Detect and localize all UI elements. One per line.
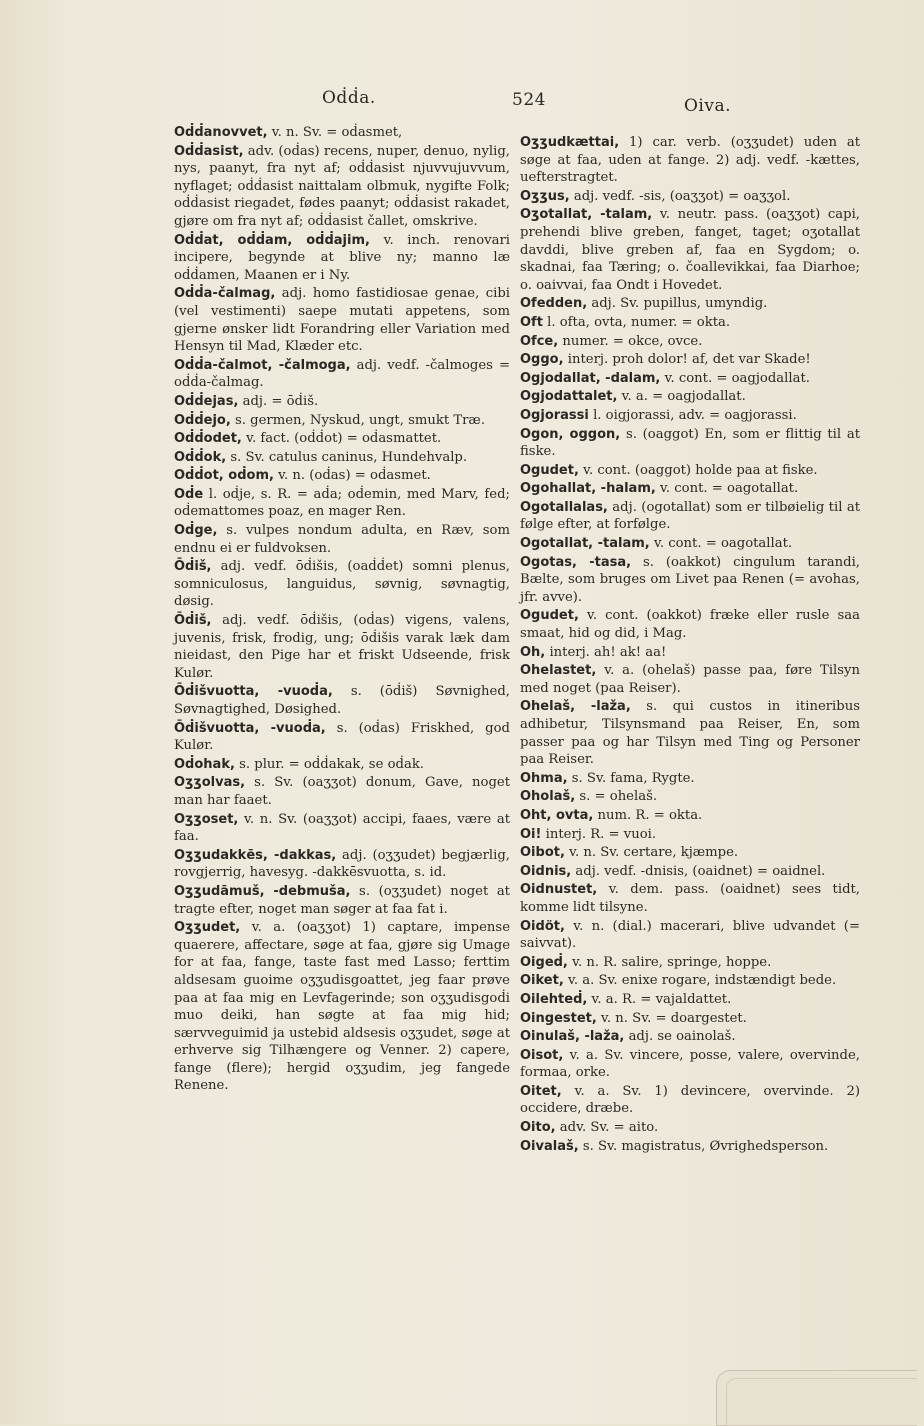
headword: Oḋḋodet, (174, 431, 242, 447)
dictionary-entry (520, 918, 860, 953)
entry-definition: s. Sv. magistratus, Øvrighedsperson. (582, 1138, 829, 1154)
dictionary-entry (174, 919, 510, 1095)
entry-definition: s. qui custos in itineribus adhibetur, Tilsynsmand paa Reiser, En, som passer paa og har Tilsyn med Ting og Personer paa Reiser. (520, 699, 860, 768)
dictionary-entry (520, 535, 860, 553)
entry-definition: v. cont. = oagotallat. (660, 481, 799, 497)
entry-definition: v. n. (dial.) macerari, blive udvandet (= saivvat). (520, 918, 860, 952)
headword: Oḋḋot, oḋom, (174, 468, 274, 484)
headword: Oitet, (520, 1083, 562, 1099)
headword: Oivalaš, (520, 1138, 579, 1154)
dictionary-entry (520, 807, 860, 825)
headword: Ohelaš, -laža, (520, 699, 631, 715)
dictionary-entry (520, 1119, 860, 1137)
entry-definition: adj. (oʒʒudet) begjærlig, rovgjerrig, havesyg. -dakkēsvuotta, s. id. (174, 847, 510, 881)
entry-definition: v. n. Sv. (oaʒʒot) accipi, faaes, være at faa. (174, 811, 510, 845)
headword: Oḋe (174, 486, 204, 502)
entry-definition: adj. vedf. ōḋišis, (oaḋḋet) somni plenus, somniculosus, languidus, søvnig, søvnagtig, døsig. (174, 559, 510, 610)
entry-definition: num. R. = okta. (597, 807, 703, 823)
dictionary-entry (520, 351, 860, 369)
headword: Ogon, oggon, (520, 426, 621, 442)
dictionary-entry (520, 770, 860, 788)
dictionary-entry (520, 972, 860, 990)
dictionary-entry (520, 826, 860, 844)
dictionary-entry (174, 883, 510, 918)
entry-definition: s. Sv. (oaʒʒot) donum, Gave, noget man har faaet. (174, 775, 510, 808)
entry-definition: v. cont. (oaggot) holde paa at fiske. (583, 462, 818, 478)
headword: Oḋḋat, oḋḋam, oḋḋajim, (174, 232, 370, 248)
entry-definition: adj. vedf. -dnisis, (oaidnet) = oaidnel. (575, 863, 826, 879)
running-head-right: Oiva. (684, 96, 732, 116)
entry-definition: v. a. Sv. vincere, posse, valere, overvinde, formaa, orke. (520, 1047, 860, 1081)
entry-definition: interj. proh dolor! af, det var Skade! (567, 352, 811, 368)
dictionary-entry (520, 954, 860, 972)
headword: Oidöt, (520, 918, 565, 934)
entry-definition: s. (oakkot) cingulum tarandi, Bælte, som bruges om Livet paa Renen (= avohas, jfr. avve). (520, 554, 860, 605)
headword: Oggo, (520, 352, 564, 368)
headword: Oholaš, (520, 789, 576, 805)
dictionary-entry (520, 844, 860, 862)
dictionary-entry (174, 124, 510, 142)
entry-definition: adv. Sv. = aito. (559, 1120, 659, 1136)
entry-definition: v. a. = oagjodallat. (621, 389, 746, 405)
dictionary-entry (520, 333, 860, 351)
dictionary-entry (520, 134, 860, 187)
dictionary-entry (174, 558, 510, 611)
entry-definition: v. fact. (oḋḋot) = oḋasmattet. (246, 431, 442, 447)
dictionary-entry (174, 430, 510, 448)
dictionary-entry (520, 462, 860, 480)
entry-definition: adj. (ogotallat) som er tilbøielig til at følge efter, at forfølge. (520, 499, 860, 533)
entry-definition: interj. R. = vuoi. (545, 826, 657, 842)
headword: Oingestet, (520, 1010, 597, 1026)
headword: Ōḋiš, (174, 613, 212, 629)
dictionary-entry (520, 554, 860, 607)
dictionary-entry (520, 1083, 860, 1118)
entry-definition: adj. se oainolaš. (628, 1029, 736, 1045)
headword: Oi! (520, 826, 542, 842)
entry-definition: adv. (oḋas) recens, nuper, denuo, nylig, nys, paanyt, fra nyt af; oḋḋasist njuvvujuvvum, nyflaget; oḋḋasist naittalam olbmuk, nygifte Folk; oḋḋasist riegadet, fødes paanyt; oḋḋasist rakadet, gjøre om fra nyt af; oḋḋasist čallet, omskrive. (174, 143, 510, 229)
entry-definition: v. neutr. pass. (oaʒʒot) capi, prehendi blive greben, fanget, taget; oʒotallat davddi, blive greben af, faa en Sygdom; o. skadnai, faa Tæring; o. čoallevikkai, faa Diarhoe; o. oaivvai, faa Ondt i Hovedet. (520, 207, 860, 293)
headword: Oḋge, (174, 523, 218, 539)
entry-definition: v. a. Sv. 1) devincere, overvinde. 2) occidere, dræbe. (520, 1083, 860, 1117)
entry-definition: v. dem. pass. (oaidnet) sees tidt, komme lidt tilsyne. (520, 882, 860, 915)
dictionary-entry (174, 756, 510, 774)
headword: Ogotallat, -talam, (520, 536, 650, 552)
headword: Ogjorassi (520, 407, 589, 423)
headword: Oh, (520, 644, 546, 660)
dictionary-entry (520, 607, 860, 642)
headword: Ohelastet, (520, 663, 597, 679)
dictionary-entry (520, 1010, 860, 1028)
entry-definition: s. (oaggot) En, som er flittig til at fiske. (520, 426, 860, 460)
headword: Ōḋišvuotta, -vuoḋa, (174, 720, 326, 736)
headword: Oigeḋ, (520, 954, 568, 970)
entry-definition: s. Sv. catulus caninus, Hundehvalp. (230, 449, 468, 465)
dictionary-entry (174, 811, 510, 846)
headword: Oḋḋa-čalmag, (174, 286, 276, 302)
entry-definition: v. n. Sv. = doargestet. (601, 1010, 747, 1026)
headword: Ōḋišvuotta, -vuoḋa, (174, 684, 333, 700)
entry-definition: adj. = ōḋiš. (242, 393, 319, 409)
headword: Oḋohak, (174, 756, 235, 772)
headword: Oḋḋejas, (174, 393, 239, 409)
dictionary-entry (174, 847, 510, 882)
dictionary-entry (520, 881, 860, 916)
headword: Ohma, (520, 770, 568, 786)
entry-definition: v. a. R. = vajaldattet. (591, 991, 732, 1007)
entry-definition: v. a. Sv. enixe rogare, indstændigt bede. (567, 973, 837, 989)
headword: Oilehteḋ, (520, 991, 588, 1007)
headword: Oito, (520, 1120, 556, 1136)
entry-definition: v. cont. = oagjodallat. (664, 370, 810, 386)
entry-definition: s. vulpes nondum adulta, en Ræv, som endnu ei er fuldvoksen. (174, 523, 511, 556)
dictionary-entry (174, 720, 510, 755)
dictionary-entry (174, 449, 510, 467)
headword: Ogjodattalet, (520, 389, 618, 405)
dictionary-entry (520, 426, 860, 461)
headword: Ogudet, (520, 462, 579, 478)
dictionary-entry (520, 407, 860, 425)
headword: Oidnustet, (520, 882, 598, 898)
dictionary-entry (174, 467, 510, 485)
dictionary-entry (520, 991, 860, 1009)
dictionary-entry (520, 1138, 860, 1156)
dictionary-entry (174, 232, 510, 285)
entry-definition: v. n. Sv. certare, kjæmpe. (569, 845, 739, 861)
entry-definition: adj. vedf. -čalmoges = oḋḋa-čalmag. (174, 357, 510, 391)
headword: Ōḋiš, (174, 559, 212, 575)
headword: Ogjodallat, -dalam, (520, 370, 661, 386)
entry-definition: interj. ah! ak! aa! (549, 644, 667, 660)
headword: Oiket, (520, 973, 564, 989)
page-number: 524 (512, 90, 546, 110)
headword: Oʒʒudkættai, (520, 135, 620, 150)
dictionary-entry (520, 788, 860, 806)
dictionary-entry (520, 206, 860, 294)
dictionary-entry (520, 370, 860, 388)
entry-definition: adj. homo fastidiosae genae, cibi (vel vestimenti) saepe mutati appetens, som gjerne ønsker lidt Forandring eller Variation med Hensyn til Mad, Klæder etc. (174, 286, 510, 355)
headword: Oibot, (520, 845, 565, 861)
entry-definition: s. = ohelaš. (579, 789, 658, 805)
dictionary-entry (520, 644, 860, 662)
headword: Oʒʒudet, (174, 920, 241, 936)
headword: Oft (520, 314, 543, 330)
entry-definition: l. oḋje, s. R. = aḋa; oḋemin, med Marv, fed; oḋemattomes poaz, en mager Ren. (174, 486, 510, 520)
entry-definition: v. cont. = oagotallat. (653, 536, 793, 552)
headword: Oidnis, (520, 863, 572, 879)
book-edge-tab-inner (726, 1378, 917, 1426)
headword: Oḋḋejo, (174, 412, 231, 428)
headword: Ogudet, (520, 608, 579, 624)
entry-definition: l. oigjorassi, adv. = oagjorassi. (593, 407, 797, 423)
dictionary-entry (174, 774, 510, 809)
entry-definition: s. germen, Nyskud, ungt, smukt Træ. (235, 412, 486, 428)
right-column (520, 134, 860, 1156)
entry-definition: v. n. R. salire, springe, hoppe. (572, 954, 772, 970)
dictionary-entry (174, 486, 510, 521)
headword: Ogotallalas, (520, 499, 608, 515)
headword: Oḋḋa-čalmot, -čalmoga, (174, 357, 351, 373)
entry-definition: v. cont. (oakkot) fræke eller rusle saa smaat, hid og did, i Mag. (520, 608, 860, 642)
headword: Oʒʒus, (520, 188, 570, 204)
headword: Oḋḋok, (174, 449, 227, 465)
dictionary-entry (174, 357, 510, 392)
dictionary-entry (174, 412, 510, 430)
headword: Oht, ovta, (520, 807, 594, 823)
entry-definition: s. (oʒʒudet) noget at tragte efter, noget man søger at faa fat i. (174, 883, 510, 917)
headword: Oinulaš, -laža, (520, 1029, 625, 1045)
dictionary-entry (520, 662, 860, 697)
dictionary-entry (520, 1028, 860, 1046)
entry-definition: v. n. (oḋas) = oḋasmet. (278, 468, 431, 484)
headword: Oʒʒudāmuš, -debmuša, (174, 883, 351, 899)
headword: Ofce, (520, 333, 559, 349)
dictionary-entry (520, 1047, 860, 1082)
dictionary-entry (520, 698, 860, 768)
entry-definition: v. a. (oaʒʒot) 1) captare, impense quaerere, affectare, søge at faa, gjøre sig Umage for at faa, fange, taste fast med Lasso; ferttim aldsesam guoime oʒʒudisgoattet, jeg faar prøve paa at faa mig en Levfagerinde; son oʒʒudisgoḋi muo deiki, han søgte at faa mig hid; særvveguimid ja ustebid aldsesis oʒʒudet, søge at erhverve sig Tilhængere og Venner. 2) capere, fange (flere); hergid oʒʒudim, jeg fangede Renene. (174, 920, 510, 1094)
headword: Oʒʒoset, (174, 811, 239, 827)
headword: Ogohallat, -halam, (520, 481, 656, 497)
headword: Oisot, (520, 1047, 564, 1063)
entry-definition: adj. vedf. ōḋišis, (oḋas) vigens, valens, juvenis, frisk, frodig, ung; ōḋišis varak læk dam nieidast, den Pige har et friskt Udseende, frisk Kulør. (174, 613, 510, 681)
dictionary-entry (520, 480, 860, 498)
dictionary-entry (520, 388, 860, 406)
headword: Oʒʒudakkēs, -dakkas, (174, 847, 337, 863)
entry-definition: v. inch. renovari incipere, begynde at blive ny; manno læ oḋḋamen, Maanen er i Ny. (174, 232, 511, 283)
entry-definition: s. (ōḋiš) Søvnighed, Søvnagtighed, Døsighed. (174, 684, 510, 717)
dictionary-entry (520, 295, 860, 313)
dictionary-entry (174, 683, 510, 718)
entry-definition: v. n. Sv. = oḋasmet, (271, 125, 403, 140)
dictionary-entry (520, 499, 860, 534)
entry-definition: s. Sv. fama, Rygte. (571, 770, 695, 786)
left-column (174, 124, 510, 1096)
dictionary-entry (520, 188, 860, 206)
dictionary-entry (174, 522, 510, 557)
headword: Oʒotallat, -talam, (520, 207, 653, 223)
dictionary-entry (174, 285, 510, 355)
dictionary-entry (174, 612, 510, 682)
entry-definition: 1) car. verb. (oʒʒudet) uden at søge at faa, uden at fange. 2) adj. vedf. -kættes, uefterstragtet. (520, 135, 860, 186)
entry-definition: l. ofta, ovta, numer. = okta. (547, 314, 731, 330)
headword: Oʒʒolvas, (174, 775, 246, 791)
dictionary-entry (520, 863, 860, 881)
entry-definition: v. a. (ohelaš) passe paa, føre Tilsyn med noget (paa Reiser). (520, 663, 860, 696)
entry-definition: s. (oḋas) Friskhed, god Kulør. (174, 720, 510, 754)
headword: Ogotas, -tasa, (520, 554, 632, 570)
entry-definition: adj. vedf. -sis, (oaʒʒot) = oaʒʒol. (573, 188, 791, 204)
headword: Oḋḋasist, (174, 143, 244, 159)
running-head-left: Oḋḋa. (322, 88, 376, 108)
entry-definition: adj. Sv. pupillus, umyndig. (591, 296, 768, 312)
dictionary-entry (174, 143, 510, 231)
headword: Oḋḋanovvet, (174, 125, 268, 140)
entry-definition: numer. = okce, ovce. (562, 333, 703, 349)
entry-definition: s. plur. = oḋḋakak, se oḋak. (239, 756, 424, 772)
dictionary-entry (174, 393, 510, 411)
headword: Ofedden, (520, 296, 588, 312)
dictionary-entry (520, 314, 860, 332)
